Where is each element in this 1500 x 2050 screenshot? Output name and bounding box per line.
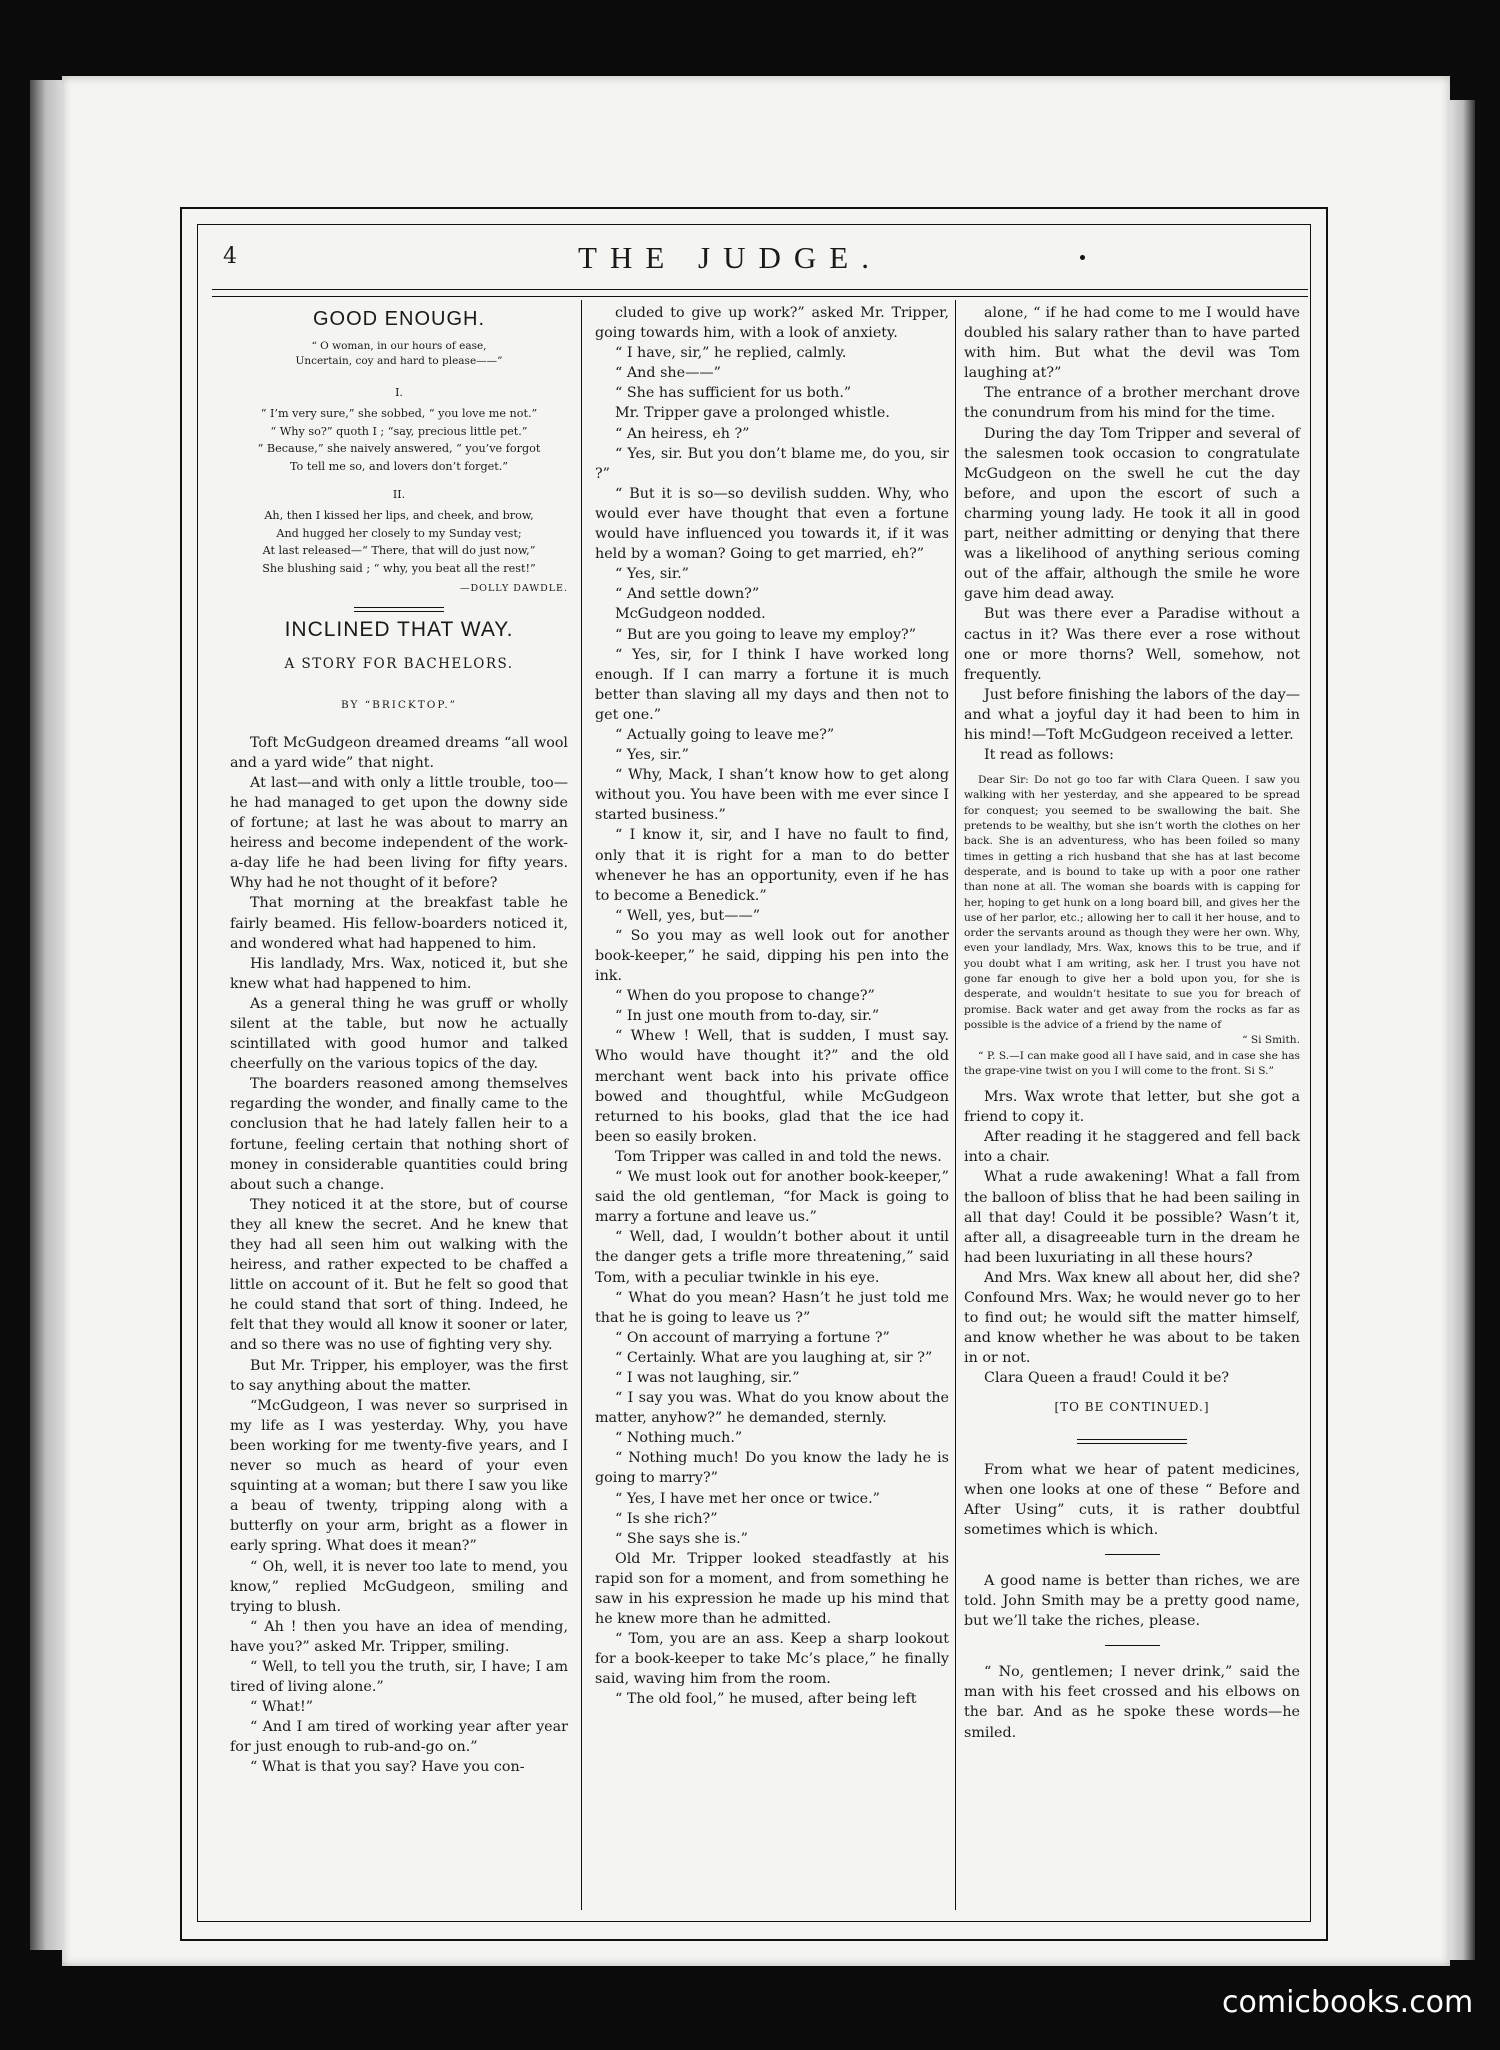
story-paragraph: His landlady, Mrs. Wax, noticed it, but she knew what had happened to him.	[230, 955, 568, 992]
story-paragraph: “ Tom, you are an ass. Keep a sharp lookout for a book-keeper to take Mc’s place,” he finally said, waving him from the room.	[595, 1631, 949, 1688]
column-1	[230, 303, 568, 1778]
story-paragraph: Tom Tripper was called in and told the news.	[615, 1148, 942, 1165]
story-paragraph: “ But are you going to leave my employ?”	[615, 626, 917, 643]
poem-line: At last released—“ There, that will do just now,”	[262, 544, 536, 558]
story-paragraph: Old Mr. Tripper looked steadfastly at his rapid son for a moment, and from something he saw in his expression he made up his mind that he knew more than he admitted.	[595, 1550, 949, 1628]
story-paragraph: After reading it he staggered and fell back into a chair.	[964, 1129, 1300, 1166]
column-divider-1	[581, 300, 582, 1910]
story-paragraph: “ Yes, sir.”	[615, 566, 689, 583]
page-number: 4	[223, 244, 237, 269]
section-double-rule	[354, 607, 444, 612]
poem-line: “ Because,” she naively answered, “ you’ve forgot	[257, 442, 541, 456]
story-paragraph: As a general thing he was gruff or wholly silent at the table, but now he actually scintillated with good humor and talked cheerfully on the various topics of the day.	[230, 995, 568, 1073]
story-paragraph: But was there ever a Paradise without a cactus in it? Was there ever a rose without one or more thorns? Well, somehow, not frequently.	[964, 606, 1300, 683]
story-paragraph: What a rude awakening! What a fall from the balloon of bliss that he had been sailing in all that day! Could it be possible? Wasn’t it, after all, a disagreeable turn in the dream he had been luxuriating in all these hours?	[964, 1169, 1300, 1266]
story-paragraph: “ Nothing much! Do you know the lady he is going to marry?”	[595, 1450, 949, 1487]
anonymous-letter	[964, 773, 1300, 1079]
story-paragraph: “ I was not laughing, sir.”	[615, 1369, 800, 1386]
story-paragraph: “ The old fool,” he mused, after being left	[615, 1691, 917, 1708]
column-divider-2	[955, 300, 956, 1910]
poem-line: “ I’m very sure,” she sobbed, “ you love me not.”	[260, 407, 538, 421]
story-paragraph: During the day Tom Tripper and several of the salesmen took occasion to congratulate McGudgeon on the swell he cut the day before, and upon the escort of such a charming young lady. He took it all in good part, neither admitting or denying that there was a likelihood of anything serious coming out of the affair, although the smile he wore gave him dead away.	[964, 425, 1300, 603]
filler-rule	[1105, 1554, 1160, 1555]
story-paragraph: “ She has sufficient for us both.”	[615, 385, 852, 402]
story-paragraph: “McGudgeon, I was never so surprised in my life as I was yesterday. Why, you have been working for me twenty-five years, and I never so much as heard of your even squinting at a woman; but there I saw you like a beau of twenty, tripping along with a butterfly on your arm, bright as a flower in early spring. What does it mean?”	[230, 1397, 568, 1555]
poem-epigraph	[230, 339, 568, 369]
letter-body: Dear Sir: Do not go too far with Clara Queen. I saw you walking with her yesterday, and she appeared to be spread for conquest; you seemed to be swallowing the bait. She pretends to be wealthy, but she isn’t worth the clothes on her back. She is an adventuress, who has been foiled so many times in getting a rich husband that she has at last become desperate, and is bound to take up with a poor one rather than none at all. The woman she boards with is capping for her, hoping to get hunk on a long board bill, and gives her the use of her parlor, etc.; allowing her to call it her house, and to order the servants around as though they were her own. Why, even your landlady, Mrs. Wax, knows this to be true, and if you doubt what I am writing, ask her. I trust you have not gone far enough to give her a bold upon you, for she is desperate, and wouldn’t hesitate to sue you for breach of promise. Back water and get away from the rocks as far as possible is the advice of a friend by the name of	[964, 774, 1300, 1031]
poem-title: GOOD ENOUGH.	[312, 308, 485, 330]
story-byline: BY “BRICKTOP.”	[340, 698, 458, 711]
story-column-3-ending	[964, 1087, 1300, 1388]
story-paragraph: “ On account of marrying a fortune ?”	[615, 1329, 890, 1346]
poem-stanza-2	[230, 507, 568, 577]
story-paragraph: The entrance of a brother merchant drove the conundrum from his mind for the time.	[964, 385, 1300, 422]
poem-line: She blushing said ; “ why, you beat all the rest!”	[262, 561, 536, 575]
story-paragraph: At last—and with only a little trouble, too—he had managed to get upon the downy side of fortune; at last he was about to marry an heiress and become independent of the work-a-day life he had been living for fifty years. Why had he not thought of it before?	[230, 774, 568, 892]
story-paragraph: Just before finishing the labors of the day—and what a joyful day it had been to him in his mind!—Toft McGudgeon received a letter.	[964, 686, 1300, 743]
story-paragraph: “ Yes, sir. But you don’t blame me, do you, sir ?”	[595, 445, 949, 482]
story-paragraph: “ Is she rich?”	[615, 1510, 718, 1527]
story-paragraph: And Mrs. Wax knew all about her, did she? Confound Mrs. Wax; he would never go to her to find out; he would sift the matter himself, and know whether he was about to be taken in or not.	[964, 1269, 1300, 1367]
story-paragraph: cluded to give up work?” asked Mr. Tripper, going towards him, with a look of anxiety.	[595, 305, 949, 342]
story-paragraph: “ In just one mouth from to-day, sir.”	[615, 1008, 880, 1025]
filler-rule	[1105, 1645, 1160, 1646]
story-paragraph: “ Yes, sir, for I think I have worked long enough. If I can marry a fortune it is much better than slaving all my days and then not to get one.”	[595, 646, 949, 723]
stanza-number: II.	[392, 488, 406, 502]
story-column-2-text	[595, 303, 949, 1710]
story-paragraph: Clara Queen a fraud! Could it be?	[984, 1370, 1230, 1387]
story-paragraph: Mr. Tripper gave a prolonged whistle.	[615, 405, 890, 422]
letter-signature: “ Si Smith.	[1242, 1034, 1300, 1047]
header-rule-top	[212, 289, 1308, 290]
story-paragraph: “ She says she is.”	[615, 1530, 748, 1547]
story-paragraph: “ I have, sir,” he replied, calmly.	[615, 345, 847, 362]
story-paragraph: Toft McGudgeon dreamed dreams “all wool and a yard wide” that night.	[230, 734, 568, 771]
poem-stanza-1	[230, 405, 568, 475]
story-paragraph: “ What do you mean? Hasn’t he just told me that he is going to leave us ?”	[595, 1289, 949, 1326]
poem-line: And hugged her closely to my Sunday vest;	[276, 526, 522, 540]
story-paragraph: “ Why, Mack, I shan’t know how to get along without you. You have been with me ever since I started business.”	[595, 767, 949, 824]
filler-paragraph: From what we hear of patent medicines, when one looks at one of these “ Before and After Using” cuts, it is rather doubtful sometimes which is which.	[964, 1461, 1300, 1538]
story-paragraph: “ Well, to tell you the truth, sir, I have; I am tired of living alone.”	[230, 1658, 568, 1696]
story-paragraph: The boarders reasoned among themselves regarding the wonder, and finally came to the conclusion that he had lately fallen heir to a fortune, feeling certain that nothing short of money in considerable quantities could bring about such a change.	[230, 1076, 568, 1193]
story-paragraph: They noticed it at the store, but of course they all knew the secret. And he knew that they had all seen him out walking with the heiress, and rather expected to be chaffed a little on account of it. But he felt so good that he could stand that sort of thing. Indeed, he felt that they would all know it sooner or later, and so there was no use of fighting very shy.	[230, 1196, 568, 1354]
story-paragraph: “ So you may as well look out for another book-keeper,” he said, dipping his pen into the ink.	[595, 927, 949, 985]
poem-line: Ah, then I kissed her lips, and cheek, and brow,	[264, 509, 534, 523]
story-paragraph: “ What is that you say? Have you con-	[250, 1759, 525, 1776]
story-paragraph: “ Well, yes, but——”	[615, 907, 761, 924]
column-3	[964, 303, 1300, 1743]
story-paragraph: “ I say you was. What do you know about the matter, anyhow?” he demanded, sternly.	[595, 1390, 949, 1427]
story-paragraph: “ And settle down?”	[615, 586, 760, 603]
story-paragraph: “ When do you propose to change?”	[615, 988, 875, 1005]
story-paragraph: “ What!”	[250, 1699, 314, 1716]
column-2	[595, 303, 949, 1710]
filler-paragraph: “ No, gentlemen; I never drink,” said the man with his feet crossed and his elbows on the bar. And as he spoke these words—he smiled.	[964, 1664, 1300, 1741]
epigraph-line: Uncertain, coy and hard to please——”	[295, 355, 503, 368]
story-paragraph: “ Yes, I have met her once or twice.”	[615, 1490, 880, 1507]
story-paragraph: “ Actually going to leave me?”	[615, 726, 835, 743]
story-paragraph: “ And she——”	[615, 365, 721, 382]
story-column-3-text	[964, 303, 1300, 765]
story-paragraph: “ Whew ! Well, that is sudden, I must say. Who would have thought it?” and the old merchant went back into his private office bowed and thoughtful, while McGudgeon returned to his books, glad that the ice had been so easily broken.	[595, 1028, 949, 1145]
story-paragraph: “ Yes, sir.”	[615, 747, 689, 764]
filler-paragraph: A good name is better than riches, we are told. John Smith may be a pretty good name, but we’ll take the riches, please.	[964, 1572, 1300, 1630]
epigraph-line: “ O woman, in our hours of ease,	[311, 340, 487, 353]
story-paragraph: alone, “ if he had come to me I would have doubled his salary rather than to have parted with him. But what the devil was Tom laughing at?”	[964, 305, 1300, 382]
story-paragraph: “ Certainly. What are you laughing at, sir ?”	[615, 1349, 933, 1366]
story-paragraph: That morning at the breakfast table he fairly beamed. His fellow-boarders noticed it, and wondered what had happened to him.	[230, 895, 568, 952]
story-subtitle: A STORY FOR BACHELORS.	[284, 656, 514, 673]
ornament-dot	[1080, 255, 1085, 260]
story-paragraph: Mrs. Wax wrote that letter, but she got a friend to copy it.	[964, 1089, 1300, 1126]
header-rule-bottom	[212, 296, 1308, 297]
story-paragraph: But Mr. Tripper, his employer, was the first to say anything about the matter.	[230, 1357, 568, 1394]
poem-line: “ Why so?” quoth I ; “say, precious little pet.”	[270, 424, 528, 438]
story-paragraph: “ Ah ! then you have an idea of mending, have you?” asked Mr. Tripper, smiling.	[230, 1618, 568, 1655]
section-double-rule	[1077, 1439, 1187, 1444]
story-paragraph: “ Oh, well, it is never too late to mend, you know,” replied McGudgeon, smiling and trying to blush.	[230, 1558, 568, 1615]
story-paragraph: “ We must look out for another book-keeper,” said the old gentleman, “for Mack is going to marry a fortune and leave us.”	[595, 1169, 949, 1226]
watermark-text: comicbooks.com	[1222, 1985, 1474, 2020]
masthead-title: THE JUDGE.	[578, 240, 882, 275]
story-paragraph: McGudgeon nodded.	[615, 606, 766, 623]
story-paragraph: “ And I am tired of working year after year for just enough to rub-and-go on.”	[230, 1719, 568, 1756]
story-column-1-text	[230, 733, 568, 1778]
story-paragraph: It read as follows:	[984, 747, 1114, 764]
to-be-continued: [TO BE CONTINUED.]	[1054, 1399, 1210, 1414]
letter-postscript: “ P. S.—I can make good all I have said, and in case she has the grape-vine twist on you I will come to the front. Si S.”	[964, 1049, 1300, 1077]
story-title: INCLINED THAT WAY.	[284, 618, 514, 642]
story-paragraph: “ I know it, sir, and I have no fault to find, only that it is right for a man to do better whenever he has an opportunity, even if he has to become a Benedick.”	[595, 827, 949, 904]
story-paragraph: “ An heiress, eh ?”	[615, 425, 750, 442]
story-paragraph: “ But it is so—so devilish sudden. Why, who would ever have thought that even a fortune would have influenced you towards it, if it was held by a woman? Going to get married, eh?”	[595, 485, 949, 563]
story-paragraph: “ Well, dad, I wouldn’t bother about it until the danger gets a trifle more threatening,” said Tom, with a peculiar twinkle in his eye.	[595, 1229, 949, 1286]
poem-signature: —DOLLY DAWDLE.	[460, 583, 568, 595]
poem-line: To tell me so, and lovers don’t forget.”	[289, 459, 509, 473]
story-paragraph: “ Nothing much.”	[615, 1430, 743, 1447]
stanza-number: I.	[395, 386, 403, 400]
